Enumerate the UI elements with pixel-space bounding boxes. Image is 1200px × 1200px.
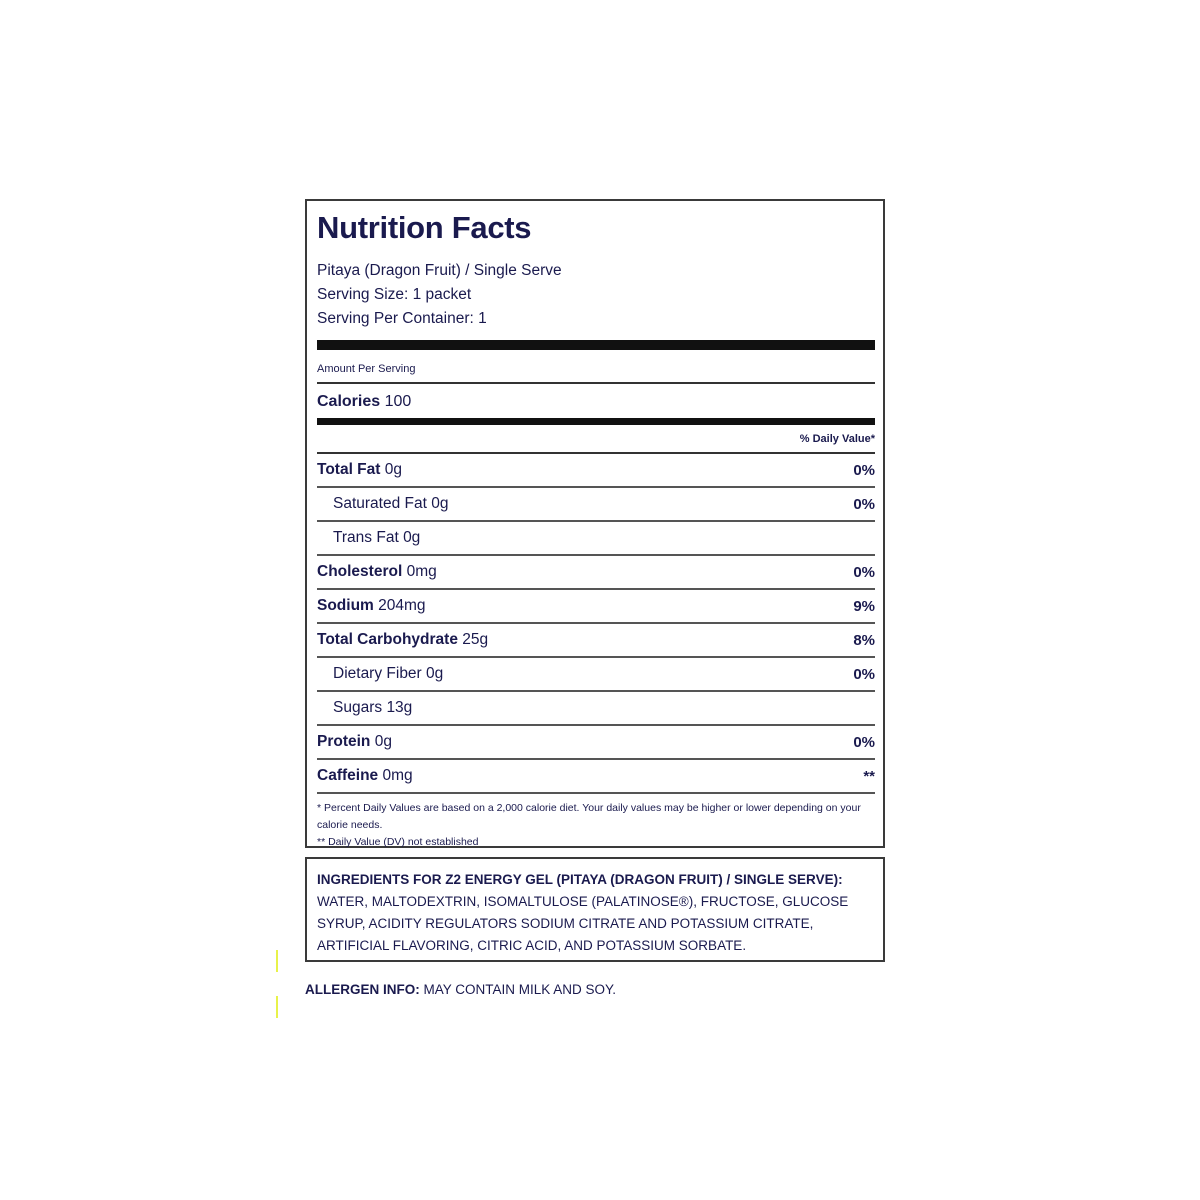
thick-divider: [317, 340, 875, 350]
decorative-mark: [276, 950, 278, 972]
product-name: Pitaya (Dragon Fruit) / Single Serve: [317, 262, 562, 279]
nutrient-amount: 0g: [384, 461, 402, 478]
footnotes: [317, 800, 875, 851]
calories-label: Calories: [317, 393, 381, 410]
nutrient-amount: 0g: [431, 495, 449, 512]
ingredients-heading: INGREDIENTS FOR Z2 ENERGY GEL (PITAYA (DRAGON FRUIT) / SINGLE SERVE):: [317, 872, 843, 887]
nutrient-amount: 0mg: [382, 767, 413, 784]
allergen-label: ALLERGEN INFO:: [305, 982, 420, 997]
nutrient-row: [317, 760, 875, 794]
nutrient-name: Sodium: [317, 597, 374, 614]
allergen-info: [305, 981, 616, 999]
nutrient-name: Cholesterol: [317, 563, 403, 580]
nutrient-name: Trans Fat: [333, 529, 399, 546]
nutrient-name: Sugars: [333, 699, 383, 716]
nutrient-row: [317, 726, 875, 760]
nutrient-name: Total Fat: [317, 461, 381, 478]
servings-per-container: Serving Per Container: 1: [317, 310, 487, 327]
ingredients-box: [305, 857, 885, 962]
nutrient-row: [317, 624, 875, 658]
nutrient-amount: 0g: [403, 529, 421, 546]
nutrient-percent: 8%: [853, 631, 875, 649]
nutrient-name: Saturated Fat: [333, 495, 427, 512]
nutrient-amount: 0g: [374, 733, 392, 750]
nutrient-row: [317, 522, 875, 556]
nutrient-percent: 0%: [853, 563, 875, 581]
nutrient-row: [317, 590, 875, 624]
nutrient-name: Protein: [317, 733, 371, 750]
nutrient-row: [317, 488, 875, 522]
footnote-dv-not-established: ** Daily Value (DV) not established: [317, 836, 479, 848]
nutrient-percent: 0%: [853, 665, 875, 683]
nutrient-name: Total Carbohydrate: [317, 631, 458, 648]
serving-size: Serving Size: 1 packet: [317, 286, 472, 303]
nutrient-percent: **: [863, 767, 875, 785]
ingredients-text: WATER, MALTODEXTRIN, ISOMALTULOSE (PALATINOSE®), FRUCTOSE, GLUCOSE SYRUP, ACIDITY REGULATORS SODIUM CITRATE AND POTASSIUM CITRATE, ARTIFICIAL FLAVORING, CITRIC ACID, AND POTASSIUM SORBATE.: [317, 894, 849, 953]
nutrition-facts-label: [305, 199, 885, 848]
nutrient-amount: 25g: [462, 631, 489, 648]
footnote-daily-values: * Percent Daily Values are based on a 2,000 calorie diet. Your daily values may be higher or lower depending on your calorie needs.: [317, 802, 861, 831]
decorative-mark: [276, 996, 278, 1018]
nutrient-percent: 0%: [853, 495, 875, 513]
nutrient-row: [317, 658, 875, 692]
nutrient-amount: 0mg: [406, 563, 437, 580]
nutrient-amount: 13g: [386, 699, 413, 716]
amount-per-serving: Amount Per Serving: [317, 362, 875, 384]
nutrient-percent: 9%: [853, 597, 875, 615]
nutrient-name: Caffeine: [317, 767, 379, 784]
nutrient-name: Dietary Fiber: [333, 665, 422, 682]
nutrient-row: [317, 454, 875, 488]
calories-value: 100: [384, 393, 412, 410]
allergen-text: MAY CONTAIN MILK AND SOY.: [423, 982, 617, 997]
calories-row: [317, 384, 875, 418]
label-title: Nutrition Facts: [317, 210, 532, 245]
nutrient-row: [317, 556, 875, 590]
nutrient-amount: 0g: [426, 665, 444, 682]
daily-value-header: % Daily Value*: [317, 425, 875, 454]
nutrient-amount: 204mg: [378, 597, 426, 614]
nutrient-percent: 0%: [853, 461, 875, 479]
medium-divider: [317, 418, 875, 425]
nutrient-percent: 0%: [853, 733, 875, 751]
nutrient-row: [317, 692, 875, 726]
